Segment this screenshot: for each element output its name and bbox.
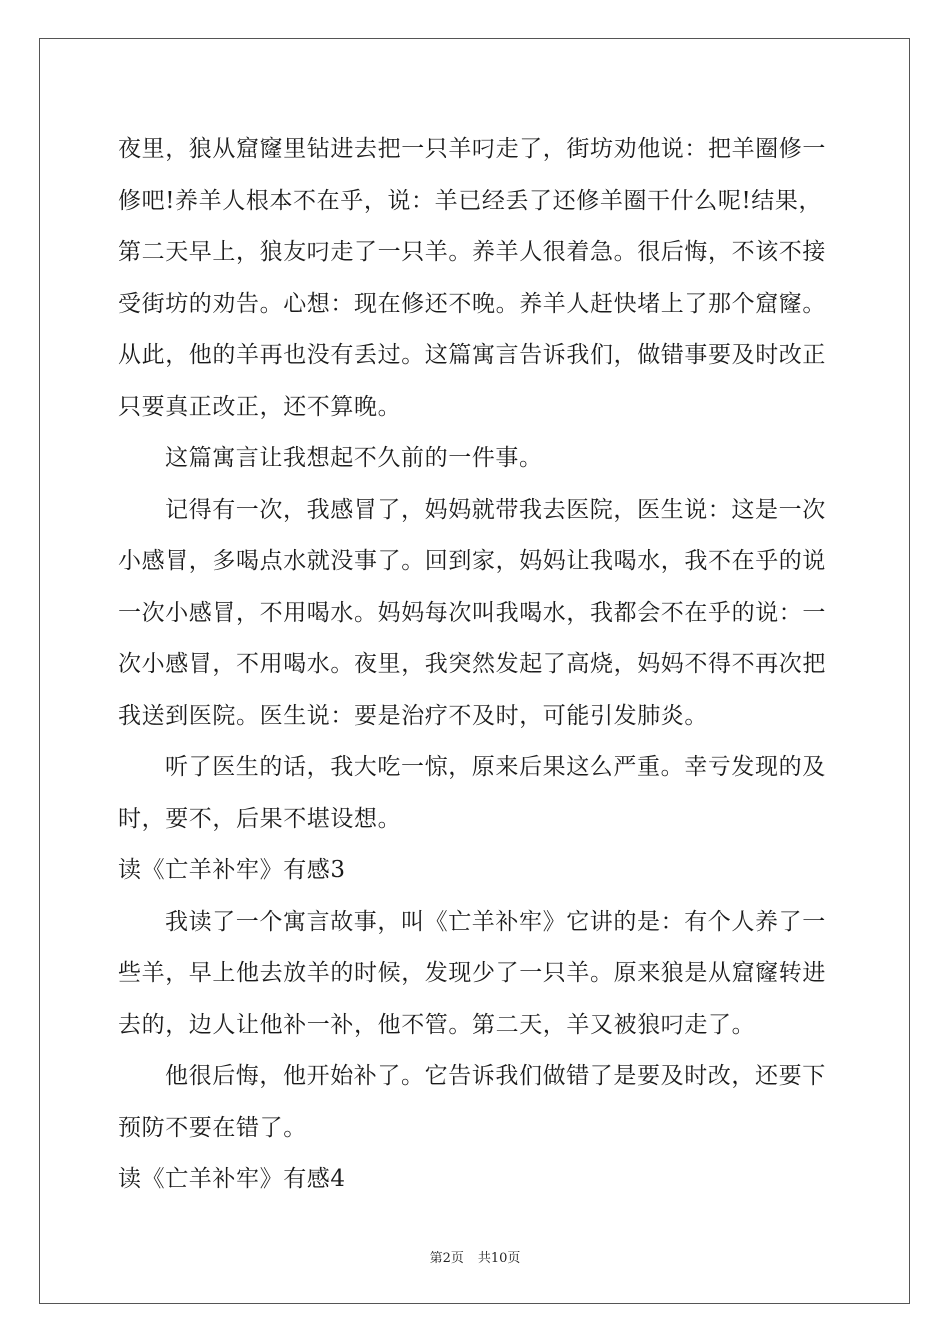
text-line: 些羊，早上他去放羊的时候，发现少了一只羊。原来狼是从窟窿转进 (118, 960, 826, 986)
text-line: 受街坊的劝告。心想：现在修还不晚。养羊人赶快堵上了那个窟窿。 (118, 290, 826, 317)
text-line: 次小感冒，不用喝水。夜里，我突然发起了高烧，妈妈不得不再次把 (118, 651, 826, 677)
text-line: 读《亡羊补牢》有感3 (118, 857, 346, 883)
text-line: 这篇寓言让我想起不久前的一件事。 (165, 445, 543, 471)
page-number: 第2页 (429, 1251, 464, 1266)
text-line: 我送到医院。医生说：要是治疗不及时，可能引发肺炎。 (118, 702, 708, 729)
text-line: 夜里，狼从窟窿里钻进去把一只羊叼走了，街坊劝他说：把羊圈修一 (118, 136, 826, 162)
text-line: 小感冒，多喝点水就没事了。回到家，妈妈让我喝水，我不在乎的说 (118, 548, 826, 574)
text-line: 我读了一个寓言故事，叫《亡羊补牢》它讲的是：有个人养了一 (165, 908, 826, 935)
text-line: 一次小感冒，不用喝水。妈妈每次叫我喝水，我都会不在乎的说：一 (118, 599, 826, 626)
document-body (118, 124, 834, 1206)
text-line: 去的，边人让他补一补，他不管。第二天，羊又被狼叼走了。 (118, 1011, 756, 1038)
text-line: 修吧!养羊人根本不在乎，说：羊已经丢了还修羊圈干什么呢!结果， (118, 187, 823, 214)
text-line: 他很后悔，他开始补了。它告诉我们做错了是要及时改，还要下 (165, 1063, 826, 1089)
text-line: 只要真正改正，还不算晚。 (118, 393, 402, 420)
text-line: 第二天早上，狼友叼走了一只羊。养羊人很着急。很后悔，不该不接 (118, 239, 826, 265)
text-line: 预防不要在错了。 (118, 1114, 307, 1141)
text-line: 听了医生的话，我大吃一惊，原来后果这么严重。幸亏发现的及 (165, 754, 826, 780)
text-line: 从此，他的羊再也没有丢过。这篇寓言告诉我们，做错事要及时改正 (118, 342, 826, 368)
page-total: 共10页 (477, 1251, 521, 1266)
text-line: 记得有一次，我感冒了，妈妈就带我去医院，医生说：这是一次 (165, 496, 826, 523)
page-footer (0, 1247, 950, 1266)
text-line: 读《亡羊补牢》有感4 (118, 1166, 346, 1192)
text-line: 时，要不，后果不堪设想。 (118, 805, 402, 832)
